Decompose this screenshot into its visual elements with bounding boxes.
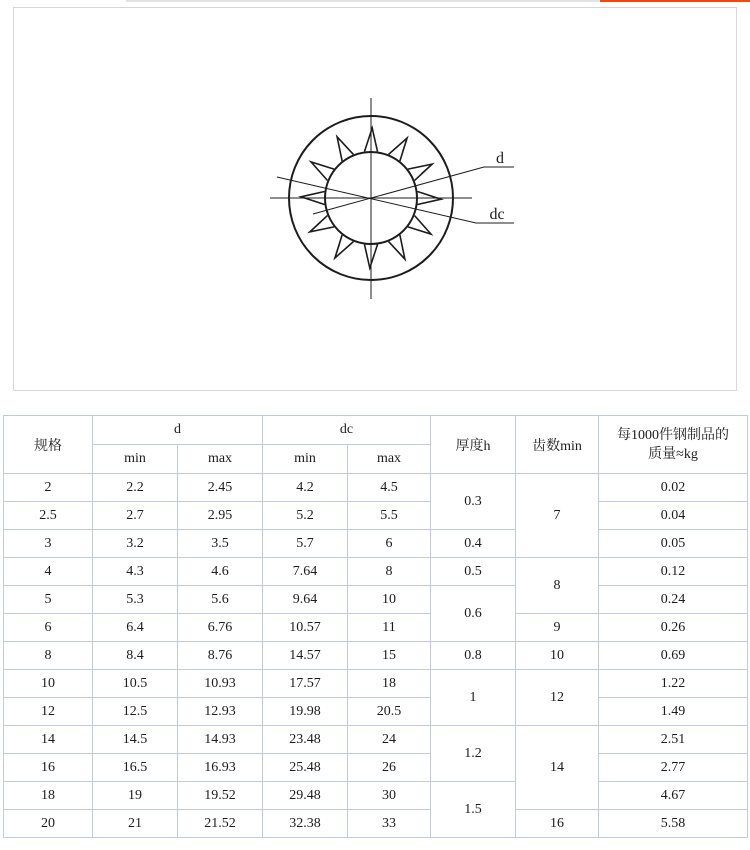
cell-spec: 2: [4, 474, 93, 502]
cell-thickness: 1.5: [431, 782, 516, 838]
cell-weight: 0.05: [599, 530, 748, 558]
cell-d-min: 2.2: [93, 474, 178, 502]
cell-dc-max: 30: [348, 782, 431, 810]
cell-dc-max: 18: [348, 670, 431, 698]
cell-teeth: 7: [516, 474, 599, 558]
cell-d-max: 3.5: [178, 530, 263, 558]
cell-d-max: 19.52: [178, 782, 263, 810]
cell-dc-min: 5.7: [263, 530, 348, 558]
cell-spec: 6: [4, 614, 93, 642]
cell-d-max: 5.6: [178, 586, 263, 614]
cell-d-min: 6.4: [93, 614, 178, 642]
cell-weight: 0.12: [599, 558, 748, 586]
table-row: [4, 530, 748, 558]
cell-dc-min: 25.48: [263, 754, 348, 782]
table-row: [4, 586, 748, 614]
cell-d-min: 14.5: [93, 726, 178, 754]
label-d: d: [496, 150, 504, 167]
cell-dc-max: 24: [348, 726, 431, 754]
cell-thickness: 0.6: [431, 586, 516, 642]
cell-spec: 16: [4, 754, 93, 782]
cell-dc-min: 9.64: [263, 586, 348, 614]
cell-dc-min: 17.57: [263, 670, 348, 698]
cell-dc-min: 23.48: [263, 726, 348, 754]
header-d-group: d: [93, 416, 263, 445]
cell-dc-max: 4.5: [348, 474, 431, 502]
cell-thickness: 1.2: [431, 726, 516, 782]
cell-d-min: 2.7: [93, 502, 178, 530]
cell-thickness: 0.3: [431, 474, 516, 530]
cell-d-min: 3.2: [93, 530, 178, 558]
cell-dc-min: 32.38: [263, 810, 348, 838]
cell-spec: 10: [4, 670, 93, 698]
cell-dc-min: 5.2: [263, 502, 348, 530]
cell-weight: 4.67: [599, 782, 748, 810]
cell-weight: 1.49: [599, 698, 748, 726]
washer-diagram: [14, 8, 736, 390]
cell-teeth: 9: [516, 614, 599, 642]
cell-d-max: 21.52: [178, 810, 263, 838]
table-row: [4, 698, 748, 726]
header-d-min: min: [93, 445, 178, 474]
cell-d-max: 6.76: [178, 614, 263, 642]
figure-panel: [13, 7, 737, 391]
cell-spec: 2.5: [4, 502, 93, 530]
cell-dc-min: 14.57: [263, 642, 348, 670]
cell-weight: 0.24: [599, 586, 748, 614]
spec-table-body: [4, 474, 748, 838]
table-row: [4, 810, 748, 838]
cell-weight: 2.51: [599, 726, 748, 754]
table-row: [4, 726, 748, 754]
cell-d-min: 19: [93, 782, 178, 810]
cell-dc-max: 10: [348, 586, 431, 614]
cell-d-min: 12.5: [93, 698, 178, 726]
cell-dc-min: 4.2: [263, 474, 348, 502]
cell-d-max: 16.93: [178, 754, 263, 782]
cell-d-min: 21: [93, 810, 178, 838]
cell-spec: 8: [4, 642, 93, 670]
cell-d-min: 5.3: [93, 586, 178, 614]
cell-d-max: 10.93: [178, 670, 263, 698]
cell-weight: 1.22: [599, 670, 748, 698]
label-dc: dc: [489, 206, 505, 223]
header-dc-group: dc: [263, 416, 431, 445]
cell-dc-min: 29.48: [263, 782, 348, 810]
cell-d-min: 16.5: [93, 754, 178, 782]
table-row: [4, 614, 748, 642]
cell-d-max: 8.76: [178, 642, 263, 670]
header-thickness: 厚度h: [431, 416, 516, 474]
top-divider-gray: [126, 0, 600, 2]
cell-d-max: 12.93: [178, 698, 263, 726]
cell-spec: 12: [4, 698, 93, 726]
header-teeth: 齿数min: [516, 416, 599, 474]
cell-teeth: 16: [516, 810, 599, 838]
table-row: [4, 558, 748, 586]
cell-weight: 5.58: [599, 810, 748, 838]
cell-spec: 4: [4, 558, 93, 586]
cell-d-max: 4.6: [178, 558, 263, 586]
cell-spec: 14: [4, 726, 93, 754]
cell-weight: 0.04: [599, 502, 748, 530]
cell-d-min: 10.5: [93, 670, 178, 698]
table-row: [4, 754, 748, 782]
table-row: [4, 474, 748, 502]
cell-dc-max: 6: [348, 530, 431, 558]
header-dc-min: min: [263, 445, 348, 474]
cell-d-min: 8.4: [93, 642, 178, 670]
header-spec: 规格: [4, 416, 93, 474]
cell-d-min: 4.3: [93, 558, 178, 586]
cell-dc-min: 19.98: [263, 698, 348, 726]
cell-spec: 3: [4, 530, 93, 558]
cell-dc-min: 10.57: [263, 614, 348, 642]
cell-weight: 2.77: [599, 754, 748, 782]
cell-dc-max: 33: [348, 810, 431, 838]
cell-dc-max: 11: [348, 614, 431, 642]
cell-spec: 20: [4, 810, 93, 838]
cell-dc-min: 7.64: [263, 558, 348, 586]
cell-teeth: 12: [516, 670, 599, 726]
top-divider-accent: [600, 0, 750, 2]
table-row: [4, 642, 748, 670]
header-weight-line1: 每1000件钢制品的: [617, 427, 729, 443]
cell-teeth: 10: [516, 642, 599, 670]
cell-thickness: 1: [431, 670, 516, 726]
cell-weight: 0.26: [599, 614, 748, 642]
cell-thickness: 0.8: [431, 642, 516, 670]
cell-spec: 18: [4, 782, 93, 810]
spec-table: [3, 415, 748, 838]
cell-dc-max: 15: [348, 642, 431, 670]
cell-teeth: 14: [516, 726, 599, 810]
table-row: [4, 670, 748, 698]
cell-dc-max: 26: [348, 754, 431, 782]
cell-teeth: 8: [516, 558, 599, 614]
header-weight: [599, 416, 748, 474]
cell-d-max: 2.45: [178, 474, 263, 502]
table-row: [4, 782, 748, 810]
cell-d-max: 2.95: [178, 502, 263, 530]
header-dc-max: max: [348, 445, 431, 474]
cell-weight: 0.69: [599, 642, 748, 670]
cell-weight: 0.02: [599, 474, 748, 502]
leader-line-d: [313, 167, 514, 214]
header-d-max: max: [178, 445, 263, 474]
cell-thickness: 0.4: [431, 530, 516, 558]
cell-dc-max: 5.5: [348, 502, 431, 530]
table-row: [4, 502, 748, 530]
cell-spec: 5: [4, 586, 93, 614]
cell-thickness: 0.5: [431, 558, 516, 586]
header-weight-line2: 质量≈kg: [648, 446, 698, 462]
spec-table-header: [4, 416, 748, 474]
cell-d-max: 14.93: [178, 726, 263, 754]
cell-dc-max: 8: [348, 558, 431, 586]
cell-dc-max: 20.5: [348, 698, 431, 726]
